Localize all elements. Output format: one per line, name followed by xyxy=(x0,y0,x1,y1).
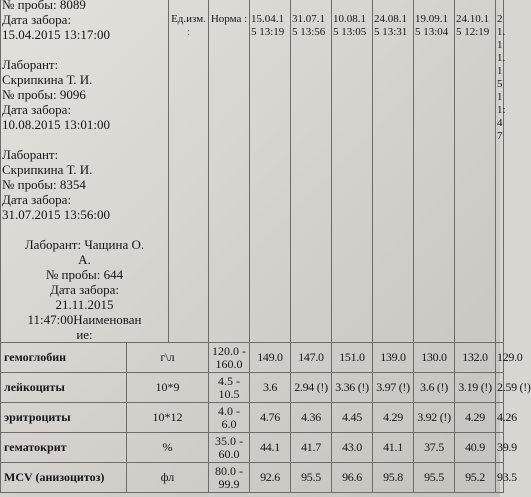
test-norm: 120.0 - 160.0 xyxy=(209,343,250,373)
test-value: 2.59 (!) xyxy=(496,373,504,403)
sample-history-cell xyxy=(1,0,169,343)
test-value: 3.19 (!) xyxy=(455,373,496,403)
unit-header: Ед.изм. : xyxy=(169,0,209,343)
sample-date: 31.07.2015 13:56:00 xyxy=(2,207,110,222)
sample-number: № пробы: 8089 xyxy=(2,0,86,12)
lab-tech-name: А. xyxy=(78,252,91,267)
lab-tech-label: Лаборант: Чащина О. xyxy=(24,237,145,252)
test-value: 37.5 xyxy=(414,433,455,463)
test-value: 3.6 xyxy=(250,373,291,403)
date-header-3: 10.08.1 5 13:05 xyxy=(332,0,373,343)
name-label-tail: ие: xyxy=(76,327,93,342)
sample-date: 10.08.2015 13:01:00 xyxy=(2,117,110,132)
sample-date: 21.11.2015 xyxy=(55,297,114,312)
test-value: 93.5 xyxy=(496,463,504,493)
test-value: 39.9 xyxy=(496,433,504,463)
test-value: 149.0 xyxy=(250,343,291,373)
test-value: 147.0 xyxy=(291,343,332,373)
test-value: 4.45 xyxy=(332,403,373,433)
sample-block-3 xyxy=(2,147,167,222)
sample-number: № пробы: 8354 xyxy=(2,177,86,192)
date-header-6: 24.10.1 5 12:19 xyxy=(455,0,496,343)
test-name: эритроциты xyxy=(1,403,127,433)
test-value: 3.36 (!) xyxy=(332,373,373,403)
lab-tech-name: Скрипкина Т. И. xyxy=(2,162,93,177)
test-value: 4.26 xyxy=(496,403,504,433)
test-value: 40.9 xyxy=(455,433,496,463)
lab-tech-name: Скрипкина Т. И. xyxy=(2,72,93,87)
sample-number: № пробы: 644 xyxy=(45,267,124,282)
test-unit: % xyxy=(127,433,209,463)
test-value: 3.97 (!) xyxy=(373,373,414,403)
header-row xyxy=(1,0,504,343)
test-name: гематокрит xyxy=(1,433,127,463)
sample-number: № пробы: 9096 xyxy=(2,87,86,102)
test-name: MCV (анизоцитоз) xyxy=(1,463,127,493)
lab-tech-label: Лаборант: xyxy=(2,147,59,162)
test-norm: 80.0 - 99.9 xyxy=(209,463,250,493)
date-header-5: 19.09.1 5 13:04 xyxy=(414,0,455,343)
sample-time-name-label: 11:47:00Наименован xyxy=(27,312,142,327)
table-row xyxy=(1,463,504,493)
test-unit: фл xyxy=(127,463,209,493)
test-value: 44.1 xyxy=(250,433,291,463)
table-row xyxy=(1,403,504,433)
date-header-2: 31.07.1 5 13:56 xyxy=(291,0,332,343)
test-value: 92.6 xyxy=(250,463,291,493)
test-value: 41.1 xyxy=(373,433,414,463)
test-value: 4.76 xyxy=(250,403,291,433)
sample-date: 15.04.2015 13:17:00 xyxy=(2,27,110,42)
sample-date-label: Дата забора: xyxy=(2,192,72,207)
test-value: 129.0 xyxy=(496,343,504,373)
test-unit: 10*12 xyxy=(127,403,209,433)
test-value: 96.6 xyxy=(332,463,373,493)
norm-header: Норма : xyxy=(209,0,250,343)
test-value: 95.5 xyxy=(414,463,455,493)
date-header-4: 24.08.1 5 13:31 xyxy=(373,0,414,343)
sample-date-label: Дата забора: xyxy=(49,282,120,297)
test-value: 95.8 xyxy=(373,463,414,493)
test-value: 4.29 xyxy=(373,403,414,433)
test-value: 4.29 xyxy=(455,403,496,433)
lab-tech-label: Лаборант: xyxy=(2,57,59,72)
table-row xyxy=(1,343,504,373)
test-value: 3.6 (!) xyxy=(414,373,455,403)
test-unit: г\л xyxy=(127,343,209,373)
date-header-7: 21.11.1 5 11:47 xyxy=(496,0,504,343)
test-unit: 10*9 xyxy=(127,373,209,403)
test-value: 4.36 xyxy=(291,403,332,433)
sample-block-4 xyxy=(2,237,167,342)
sample-block-1 xyxy=(2,0,167,42)
test-norm: 4.0 - 6.0 xyxy=(209,403,250,433)
test-value: 43.0 xyxy=(332,433,373,463)
test-value: 132.0 xyxy=(455,343,496,373)
test-value: 139.0 xyxy=(373,343,414,373)
table-row xyxy=(1,373,504,403)
test-name: лейкоциты xyxy=(1,373,127,403)
test-value: 2.94 (!) xyxy=(291,373,332,403)
test-value: 41.7 xyxy=(291,433,332,463)
test-value: 3.92 (!) xyxy=(414,403,455,433)
date-header-1: 15.04.1 5 13:19 xyxy=(250,0,291,343)
test-value: 95.2 xyxy=(455,463,496,493)
test-norm: 35.0 - 60.0 xyxy=(209,433,250,463)
test-value: 151.0 xyxy=(332,343,373,373)
sample-block-2 xyxy=(2,57,167,132)
table-row xyxy=(1,433,504,463)
sample-date-label: Дата забора: xyxy=(2,102,72,117)
sample-date-label: Дата забора: xyxy=(2,12,72,27)
test-value: 130.0 xyxy=(414,343,455,373)
test-value: 95.5 xyxy=(291,463,332,493)
test-norm: 4.5 - 10.5 xyxy=(209,373,250,403)
test-name: гемоглобин xyxy=(1,343,127,373)
